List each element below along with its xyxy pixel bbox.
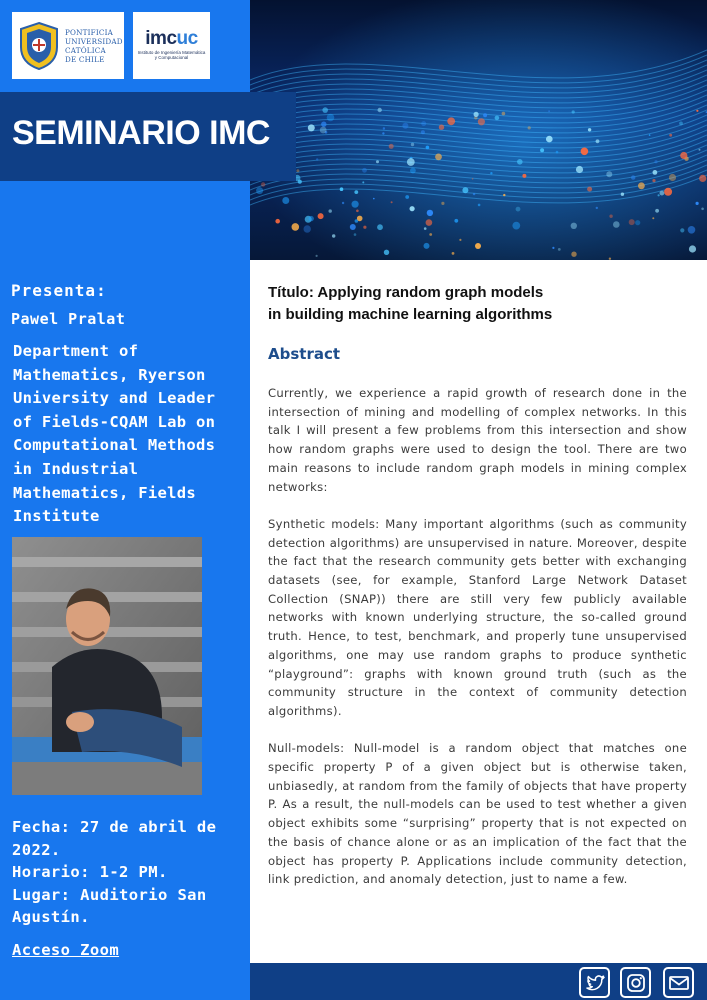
light-dot xyxy=(596,139,600,143)
zoom-access-link[interactable]: Acceso Zoom xyxy=(12,941,120,959)
event-time: Horario: 1-2 PM. xyxy=(12,863,168,881)
light-dot xyxy=(528,126,531,129)
light-dot xyxy=(384,250,389,255)
light-dot xyxy=(571,223,577,229)
university-name-line: PONTIFICIA xyxy=(65,27,114,37)
talk-title xyxy=(268,282,688,326)
abstract-body xyxy=(268,384,687,889)
light-dot xyxy=(318,213,324,219)
light-dot xyxy=(669,174,676,181)
twitter-icon xyxy=(583,971,607,995)
talk-title-line: in building machine learning algorithms xyxy=(268,306,553,323)
light-dot xyxy=(356,210,359,213)
light-dot xyxy=(256,187,263,194)
light-dot xyxy=(473,193,475,195)
light-dot xyxy=(548,110,550,112)
light-dot xyxy=(410,168,416,174)
mail-icon xyxy=(667,971,691,995)
light-dot xyxy=(304,225,311,232)
university-name xyxy=(65,28,123,64)
light-dot xyxy=(502,112,506,116)
light-dot xyxy=(558,248,561,251)
light-dot xyxy=(478,118,485,125)
light-dot xyxy=(546,136,553,143)
institute-wordmark xyxy=(133,29,210,48)
light-dot xyxy=(596,207,598,209)
light-dot xyxy=(362,168,367,173)
light-dot xyxy=(654,160,657,163)
light-dot xyxy=(652,217,654,219)
institute-subtitle-line: y Computacional xyxy=(154,55,189,60)
light-dot xyxy=(679,122,683,126)
light-dot xyxy=(462,187,468,193)
presenter-photo xyxy=(12,537,202,795)
event-place: Lugar: Auditorio San Agustín. xyxy=(12,885,207,926)
light-dot xyxy=(699,175,706,182)
light-dot xyxy=(495,116,500,121)
university-seal-icon xyxy=(18,21,60,71)
presenter-photo-illustration xyxy=(12,537,202,795)
light-dot xyxy=(490,172,492,174)
light-dot xyxy=(688,226,696,234)
light-dot xyxy=(587,187,592,192)
mail-button[interactable] xyxy=(663,967,694,998)
light-dot xyxy=(556,151,559,154)
instagram-button[interactable] xyxy=(620,967,651,998)
talk-title-line: Título: Applying random graph models xyxy=(268,284,544,301)
light-dot xyxy=(426,146,430,150)
light-dot xyxy=(316,158,318,160)
light-dot xyxy=(296,169,299,172)
light-dot xyxy=(522,174,526,178)
light-dot xyxy=(362,181,364,183)
light-dot xyxy=(658,194,660,196)
light-dot xyxy=(680,228,684,232)
light-dot xyxy=(275,219,280,224)
light-dot xyxy=(332,234,335,237)
light-dot xyxy=(452,252,455,255)
presenter-info xyxy=(11,280,243,529)
light-dot xyxy=(410,206,415,211)
light-dot xyxy=(320,127,327,134)
light-dot xyxy=(435,154,442,161)
light-dot xyxy=(701,208,704,211)
light-dot xyxy=(322,107,328,113)
light-dot xyxy=(421,130,425,134)
light-dot xyxy=(377,224,383,230)
abstract-paragraph: Currently, we experience a rapid growth of research done in the intersection of mining and modelling of complex networks. In this talk I will present a few problems from this intersection and show how random graphs were used to design the tool. There are two main reasons to include random graph models in mining complex networks: xyxy=(268,386,687,494)
light-dot xyxy=(292,223,300,231)
light-dot xyxy=(629,219,635,225)
light-dot xyxy=(669,134,672,137)
light-dot xyxy=(689,245,696,252)
light-dot xyxy=(572,110,575,113)
light-dot xyxy=(649,134,651,136)
light-dot xyxy=(441,202,444,205)
light-dot xyxy=(308,124,315,131)
light-dot xyxy=(699,149,701,151)
light-dot xyxy=(540,148,544,152)
light-dot xyxy=(340,187,344,191)
light-dot xyxy=(653,170,658,175)
light-dot xyxy=(424,227,427,230)
light-dot xyxy=(316,255,318,257)
network-lights-illustration xyxy=(250,0,707,260)
wordmark-imc: imc xyxy=(145,28,177,49)
light-dot xyxy=(635,220,640,225)
light-dot xyxy=(261,182,265,186)
hero-network-image xyxy=(250,0,707,260)
light-dot xyxy=(407,158,415,166)
light-dot xyxy=(383,127,385,129)
event-date: Fecha: 27 de abril de 2022. xyxy=(12,818,217,859)
abstract-paragraph: Null-models: Null-model is a random object that matches one specific property P of a given object but is otherwise taken, unbiasedly, at random from the family of objects that have property P. As a result, the null-models can be used to test whether a given object exhibits some “surprising” property that is not expected on the basis of chance alone or as an implication of the fact that the object has property P. Applications include community detection, link prediction, and anomaly detection, just to name a few. xyxy=(268,741,687,887)
light-dot xyxy=(309,216,314,221)
light-dot xyxy=(429,233,432,236)
light-dot xyxy=(696,202,699,205)
light-dot xyxy=(664,188,672,196)
light-dot xyxy=(391,201,393,203)
light-dot xyxy=(613,221,620,228)
light-dot xyxy=(411,143,414,146)
light-dot xyxy=(483,113,487,117)
light-dot xyxy=(376,160,379,163)
light-dot xyxy=(576,166,583,173)
light-dot xyxy=(552,247,554,249)
title-banner xyxy=(0,92,296,181)
light-dot xyxy=(329,209,332,212)
light-dot xyxy=(382,132,384,134)
light-dot xyxy=(354,190,358,194)
light-dot xyxy=(516,207,521,212)
abstract-heading: Abstract xyxy=(268,345,341,363)
light-dot xyxy=(478,204,481,207)
light-dot xyxy=(405,195,409,199)
light-dot xyxy=(621,193,624,196)
light-dot xyxy=(389,144,394,149)
light-dot xyxy=(282,197,289,204)
abstract-paragraph: Synthetic models: Many important algorithms (such as community detection algorithms) are unsupervised in nature. Moreover, despite the fact that the research community gets better with exchanging datasets (see, for example, Stanford Large Network Dataset Collection (SNAP)) there are still very few publicly available networks with known underlying structure, the so-called ground truth. Hence, to test, benchmark, and properly tune unsupervised algorithms, one may use random graphs to produce synthetic “playground”: graphs with known ground truth (such as the community structure in the context of community detection algorithms). xyxy=(268,516,687,718)
light-dot xyxy=(571,252,576,257)
light-dot xyxy=(512,222,520,230)
light-dot xyxy=(378,108,382,112)
light-dot xyxy=(606,171,612,177)
light-dot xyxy=(517,159,523,165)
light-dot xyxy=(327,114,335,122)
light-dot xyxy=(609,215,612,218)
light-dot xyxy=(503,194,505,196)
light-dot xyxy=(454,219,458,223)
light-dot xyxy=(696,110,698,112)
light-dot xyxy=(439,125,444,130)
light-dot xyxy=(459,239,461,241)
light-dot xyxy=(609,258,611,260)
light-dot xyxy=(655,209,659,213)
light-dot xyxy=(680,152,687,159)
institute-logo xyxy=(133,12,210,79)
light-dot xyxy=(363,226,366,229)
light-dot xyxy=(588,128,591,131)
light-dot xyxy=(357,216,363,222)
light-dot xyxy=(631,175,635,179)
wordmark-uc: uc xyxy=(176,28,198,49)
institute-subtitle-line: Instituto de Ingeniería Matemática xyxy=(137,50,206,55)
light-dot xyxy=(427,210,433,216)
light-dot xyxy=(474,112,479,117)
light-dot xyxy=(354,233,357,236)
light-dot xyxy=(424,243,430,249)
twitter-button[interactable] xyxy=(579,967,610,998)
light-dot xyxy=(402,123,408,129)
presenter-affiliation: Department of Mathematics, Ryerson University and Leader of Fields-CQAM Lab on Computational Methods in Industrial Mathematics, Fields Institute xyxy=(13,342,216,526)
event-details xyxy=(12,816,244,929)
light-dot xyxy=(475,243,481,249)
light-dot xyxy=(426,219,433,226)
light-dot xyxy=(472,178,474,180)
light-dot xyxy=(350,224,356,230)
light-dot xyxy=(373,198,375,200)
university-name-line: UNIVERSIDAD xyxy=(65,36,123,46)
light-dot xyxy=(652,179,655,182)
light-dot xyxy=(321,122,326,127)
light-dot xyxy=(342,202,344,204)
instagram-icon xyxy=(624,971,648,995)
page-title: SEMINARIO IMC xyxy=(12,114,270,152)
university-name-line: DE CHILE xyxy=(65,54,105,64)
light-dot xyxy=(660,191,665,196)
light-dot xyxy=(581,148,589,156)
university-name-line: CATÓLICA xyxy=(65,45,106,55)
presenter-label: Presenta: xyxy=(11,281,107,300)
light-dot xyxy=(638,182,645,189)
institute-subtitle xyxy=(133,50,210,60)
presenter-name: Pawel Pralat xyxy=(11,310,126,328)
light-dot xyxy=(421,121,426,126)
light-dot xyxy=(447,117,455,125)
light-dot xyxy=(352,201,359,208)
university-logo xyxy=(12,12,124,79)
